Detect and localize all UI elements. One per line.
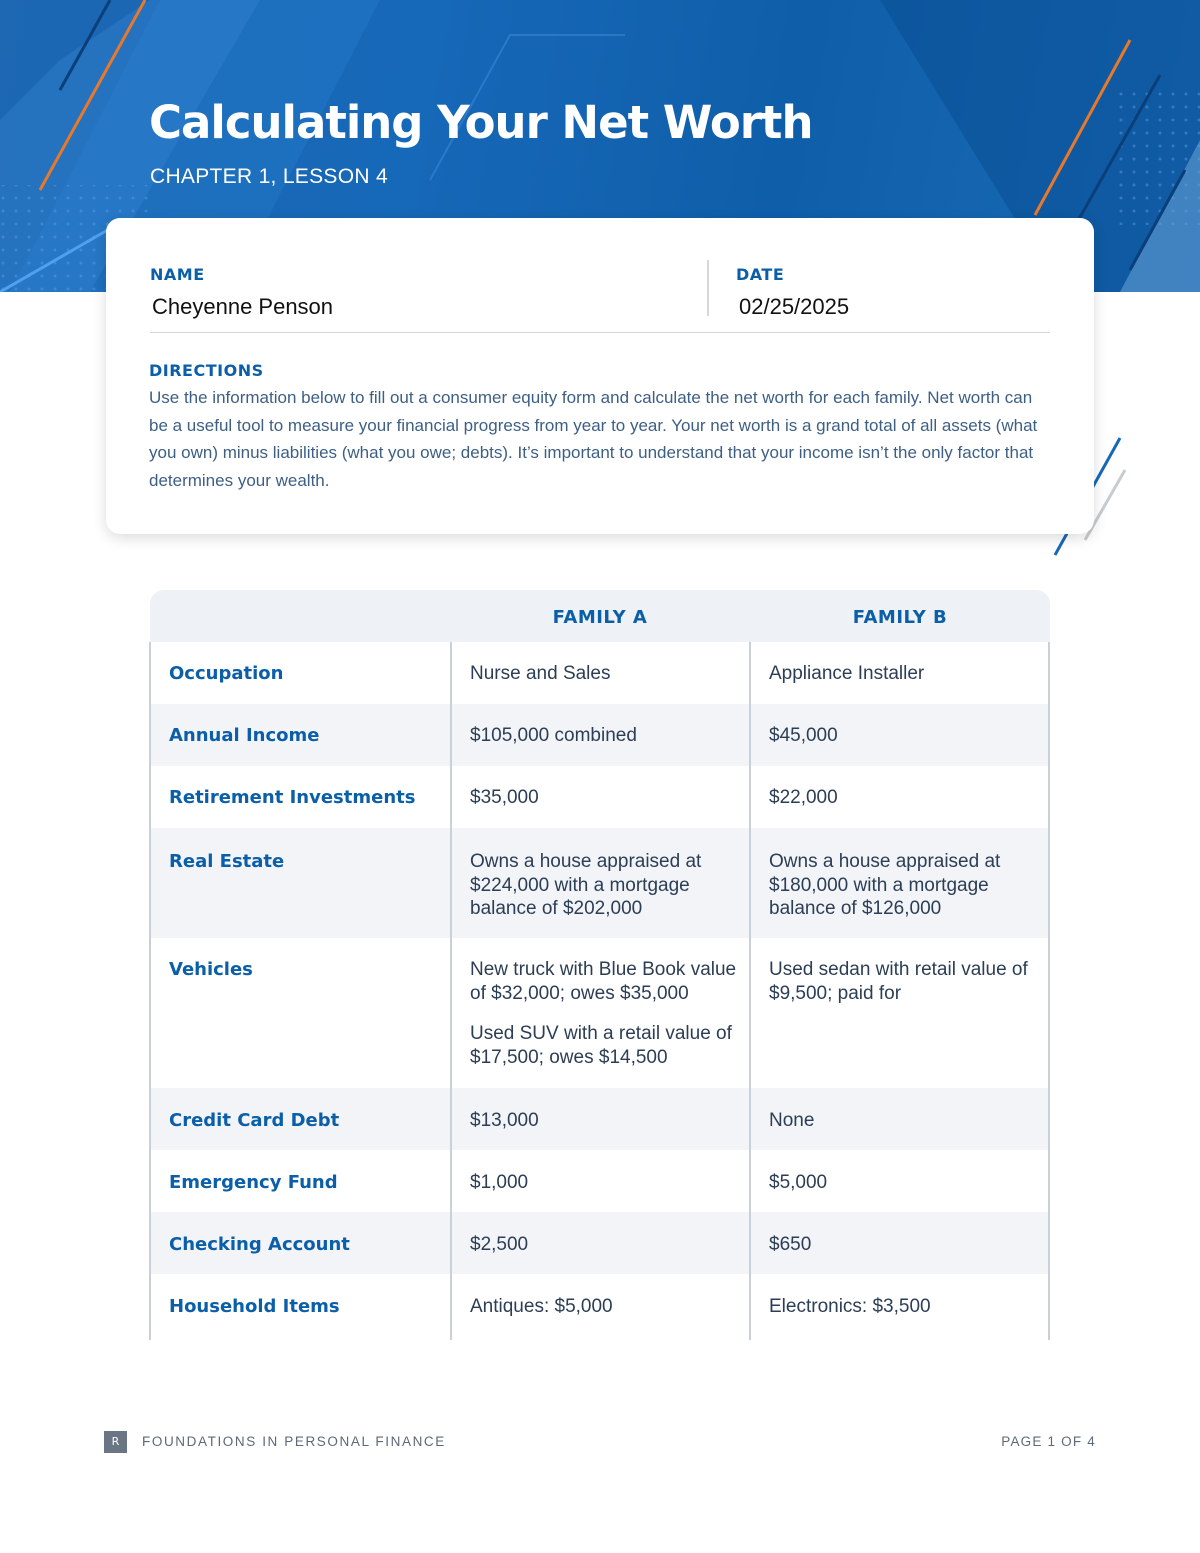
- family-a-value: $13,000: [470, 1110, 539, 1131]
- family-a-value: Nurse and Sales: [470, 663, 611, 684]
- family-a-value: $1,000: [470, 1172, 529, 1193]
- table-border-left: [149, 642, 151, 1340]
- family-a-value: [470, 958, 748, 1069]
- name-label: NAME: [150, 265, 205, 284]
- card-divider-horizontal: [150, 332, 1050, 333]
- row-label: Real Estate: [169, 851, 285, 872]
- table-row-vehicles: [150, 938, 1050, 1088]
- family-b-value: Electronics: $3,500: [769, 1296, 931, 1317]
- date-label: DATE: [736, 265, 785, 284]
- directions-text: Use the information below to fill out a consumer equity form and calculate the net worth for each family. Net worth can be a useful tool to measure your financial progress from year to year. Your net worth is a grand total of all assets (what you own) minus liabilities (what you owe; debts). It’s important to understand that your income isn’t the only factor that determines your wealth.: [149, 388, 1038, 490]
- card-divider-vertical: [707, 260, 709, 316]
- family-a-value: Owns a house appraised at $224,000 with a mortgage balance of $202,000: [470, 851, 702, 919]
- table-row-checking-account: [150, 1212, 1050, 1274]
- family-b-value: $22,000: [769, 787, 838, 808]
- row-label: Household Items: [169, 1296, 340, 1317]
- table-row-emergency-fund: [150, 1150, 1050, 1212]
- footer-program-name: FOUNDATIONS IN PERSONAL FINANCE: [142, 1434, 446, 1449]
- column-header-family-b: FAMILY B: [852, 607, 948, 628]
- family-a-value: Antiques: $5,000: [470, 1296, 613, 1317]
- footer-page-number: PAGE 1 OF 4: [1001, 1434, 1096, 1449]
- table-border-right: [1048, 642, 1050, 1340]
- table-column-divider: [450, 642, 452, 1340]
- row-label: Checking Account: [169, 1234, 350, 1255]
- table-row-occupation: [150, 642, 1050, 704]
- student-info-card: [106, 218, 1094, 534]
- directions-label: DIRECTIONS: [149, 361, 264, 380]
- family-b-value: $5,000: [769, 1172, 828, 1193]
- column-header-family-a: FAMILY A: [552, 607, 648, 628]
- table-row-real-estate: [150, 828, 1050, 938]
- row-label: Annual Income: [169, 725, 320, 746]
- brand-logo-icon: R: [104, 1431, 127, 1453]
- family-b-value: None: [769, 1110, 815, 1131]
- page-subtitle: CHAPTER 1, LESSON 4: [150, 165, 388, 188]
- family-a-value: $105,000 combined: [470, 725, 637, 746]
- family-b-value: $45,000: [769, 725, 838, 746]
- table-row-annual-income: [150, 704, 1050, 766]
- row-label: Occupation: [169, 663, 284, 684]
- name-field[interactable]: Cheyenne Penson: [152, 294, 334, 319]
- date-field[interactable]: 02/25/2025: [739, 294, 850, 319]
- family-b-value: Appliance Installer: [769, 663, 925, 684]
- vehicle-entry: Used SUV with a retail value of $17,500; owes $14,500: [470, 1023, 732, 1068]
- table-row-credit-card-debt: [150, 1088, 1050, 1150]
- vehicle-entry: New truck with Blue Book value of $32,000; owes $35,000: [470, 959, 737, 1004]
- page-title: Calculating Your Net Worth: [149, 96, 813, 149]
- family-a-value: $2,500: [470, 1234, 529, 1255]
- family-b-value: Used sedan with retail value of $9,500; paid for: [769, 959, 1028, 1004]
- family-b-value: Owns a house appraised at $180,000 with a mortgage balance of $126,000: [769, 851, 1001, 919]
- family-a-value: $35,000: [470, 787, 539, 808]
- row-label: Retirement Investments: [169, 787, 416, 808]
- row-label: Emergency Fund: [169, 1172, 338, 1193]
- table-row-retirement-investments: [150, 766, 1050, 828]
- table-column-divider: [749, 642, 751, 1340]
- row-label: Credit Card Debt: [169, 1110, 340, 1131]
- table-header: [150, 590, 1050, 642]
- table-row-household-items: [150, 1274, 1050, 1338]
- row-label: Vehicles: [169, 959, 253, 980]
- family-b-value: $650: [769, 1234, 812, 1255]
- family-comparison-table: [150, 590, 1050, 1338]
